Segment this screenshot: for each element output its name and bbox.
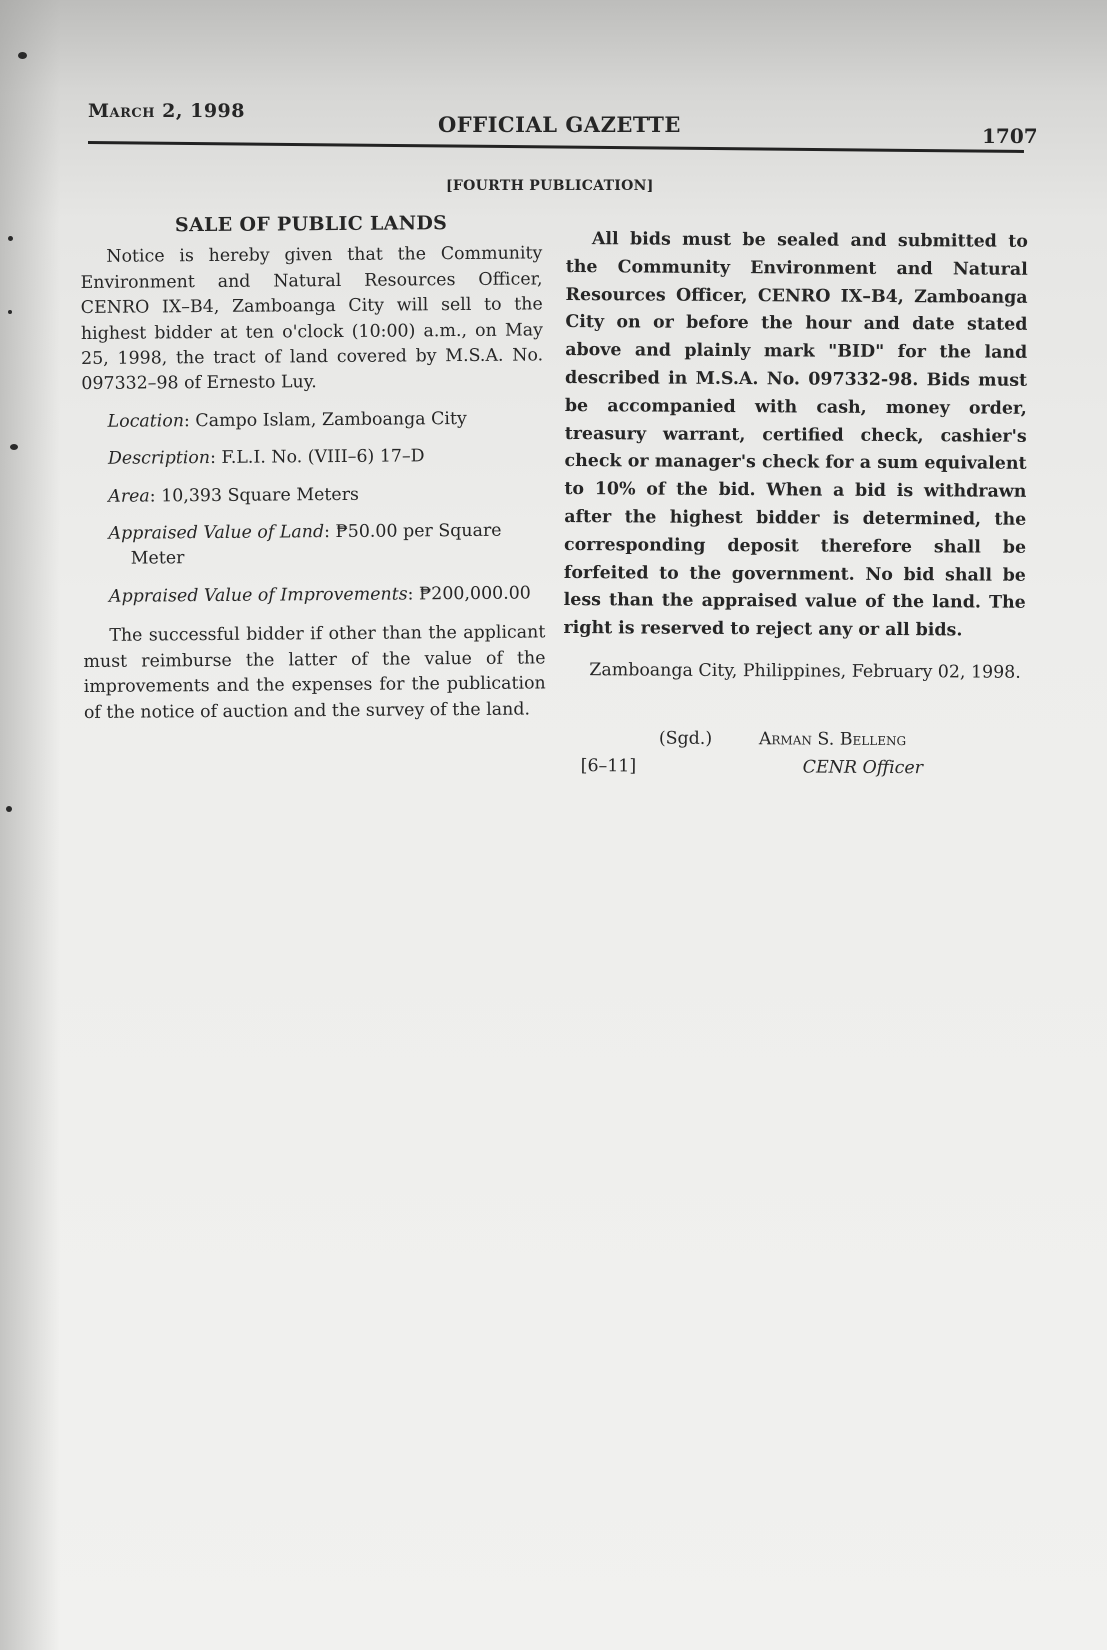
binding-hole-mark bbox=[10, 444, 18, 450]
notice-heading: SALE OF PUBLIC LANDS bbox=[174, 212, 448, 237]
field-label: Appraised Value of Land bbox=[108, 522, 325, 544]
field-location: Location: Campo Islam, Zamboanga City bbox=[107, 408, 467, 432]
field-value: 10,393 Square Meters bbox=[161, 484, 359, 507]
field-value: ₱200,000.00 bbox=[418, 583, 531, 605]
scan-edge-shadow bbox=[0, 0, 60, 1650]
binding-hole-mark bbox=[8, 310, 12, 314]
publication-note: [FOURTH PUBLICATION] bbox=[446, 178, 654, 194]
reimbursement-paragraph: The successful bidder if other than the applicant must reimburse the latter of the value of the improvements and the expenses for the publication of the notice of auction and the survey of the land. bbox=[83, 622, 546, 723]
signature-block bbox=[563, 725, 1025, 784]
header-rule bbox=[88, 141, 1024, 153]
signed-mark: (Sgd.) bbox=[658, 728, 713, 749]
field-value: F.L.I. No. (VIII–6) 17–D bbox=[221, 446, 425, 469]
signer-title: CENR Officer bbox=[802, 757, 924, 778]
field-value: ₱50.00 per Square Meter bbox=[130, 520, 502, 570]
field-appraised-land: Appraised Value of Land: ₱50.00 per Square Meter bbox=[108, 520, 502, 570]
notice-intro: Notice is hereby given that the Community Environment and Natural Resources Officer, CENRO IX–B4, Zamboanga City will sell to the highest bidder at ten o'clock (10:00) a.m., on May 25, 1998, the tract of land covered by M.S.A. No. 097332–98 of Ernesto Luy. bbox=[80, 243, 544, 395]
publication-code: [6–11] bbox=[580, 755, 637, 777]
field-value: Campo Islam, Zamboanga City bbox=[195, 408, 467, 431]
publication-title: OFFICIAL GAZETTE bbox=[438, 112, 681, 137]
signer-name: Arman S. Belleng bbox=[758, 728, 907, 750]
field-label: Description bbox=[107, 448, 211, 470]
field-appraised-improvements: Appraised Value of Improvements: ₱200,000.00 bbox=[108, 583, 531, 607]
bids-instructions: All bids must be sealed and submitted to the Community Environment and Natural Resources Officer, CENRO IX–B4, Zamboanga City on or before the hour and date stated above and plainly mark "BID" for the land described in M.S.A. No. 097332-98. Bids must be accompanied with cash, money order, treasury warrant, certified check, cashier's check or manager's check for a sum equivalent to 10% of the bid. When a bid is withdrawn after the highest bidder is determined, the corresponding deposit therefore shall be forfeited to the government. No bid shall be less than the appraised value of the land. The right is reserved to reject any or all bids. bbox=[563, 229, 1028, 641]
right-column bbox=[563, 226, 1028, 784]
field-area: Area: 10,393 Square Meters bbox=[108, 484, 359, 507]
field-label: Location bbox=[107, 411, 185, 432]
binding-hole-mark bbox=[8, 236, 13, 241]
binding-hole-mark bbox=[18, 52, 27, 59]
field-label: Appraised Value of Improvements bbox=[108, 584, 408, 607]
dateline: Zamboanga City, Philippines, February 02, 1998. bbox=[589, 660, 1021, 683]
issue-date: March 2, 1998 bbox=[88, 100, 245, 122]
page-number: 1707 bbox=[982, 124, 1038, 148]
field-label: Area bbox=[108, 486, 150, 507]
field-description: Description: F.L.I. No. (VIII–6) 17–D bbox=[107, 446, 425, 470]
binding-hole-mark bbox=[6, 806, 12, 812]
left-column bbox=[80, 210, 546, 726]
